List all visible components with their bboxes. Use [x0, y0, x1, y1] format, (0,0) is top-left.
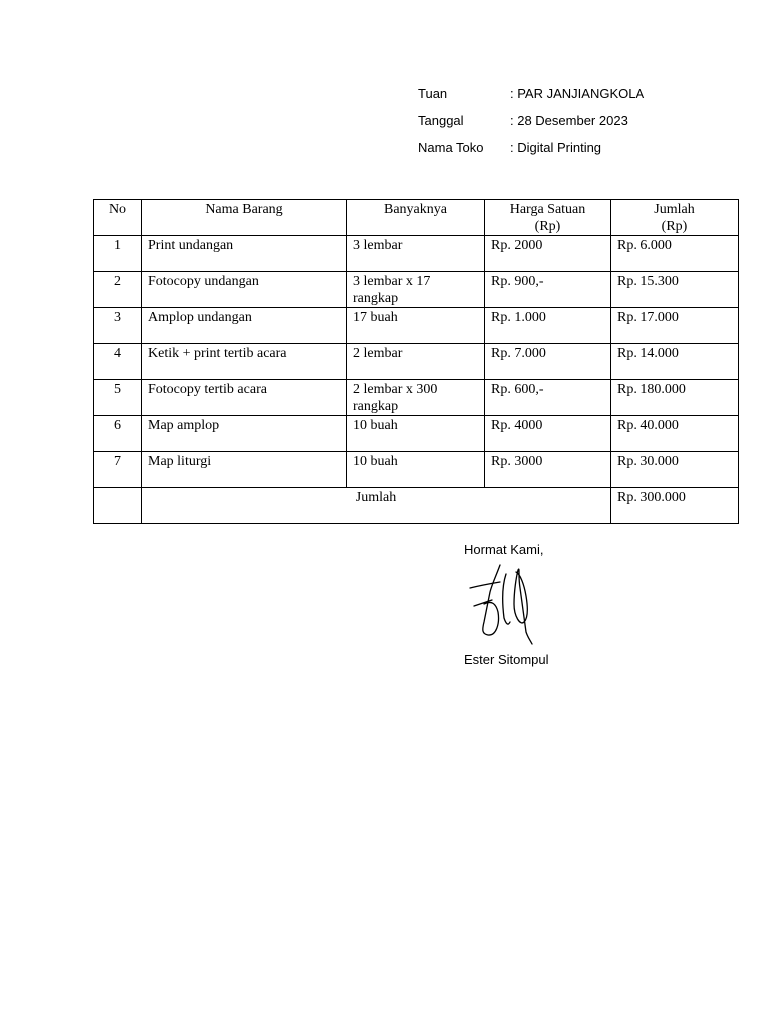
row-item-name: Amplop undangan	[142, 308, 347, 344]
closing-greeting: Hormat Kami,	[464, 542, 544, 557]
shop-value: : Digital Printing	[510, 140, 602, 155]
table-row	[94, 344, 739, 380]
table-row	[94, 380, 739, 416]
row-total: Rp. 40.000	[611, 416, 739, 452]
row-unit-price: Rp. 4000	[485, 416, 611, 452]
header-unit-price-line2: (Rp)	[534, 219, 561, 234]
header-total-line2: (Rp)	[661, 219, 688, 234]
header-quantity: Banyaknya	[347, 200, 485, 236]
row-quantity: 3 lembar	[347, 236, 485, 272]
shop-label: Nama Toko	[418, 140, 484, 155]
row-quantity: 10 buah	[347, 416, 485, 452]
header-total-line1: Jumlah	[654, 202, 695, 217]
header-total	[611, 200, 739, 236]
table-header-row	[94, 200, 739, 236]
row-no: 4	[94, 344, 142, 380]
table-row	[94, 272, 739, 308]
signer-name: Ester Sitompul	[464, 652, 549, 667]
summary-empty-cell	[94, 488, 142, 524]
row-total: Rp. 6.000	[611, 236, 739, 272]
row-quantity: 17 buah	[347, 308, 485, 344]
summary-label: Jumlah	[142, 488, 611, 524]
row-no: 6	[94, 416, 142, 452]
header-unit-price	[485, 200, 611, 236]
recipient-label: Tuan	[418, 86, 448, 101]
table-row	[94, 308, 739, 344]
header-item-name: Nama Barang	[142, 200, 347, 236]
row-item-name: Fotocopy tertib acara	[142, 380, 347, 416]
row-unit-price: Rp. 600,-	[485, 380, 611, 416]
row-unit-price: Rp. 2000	[485, 236, 611, 272]
row-quantity: 2 lembar x 300 rangkap	[347, 380, 485, 416]
header-unit-price-line1: Harga Satuan	[509, 202, 586, 217]
row-unit-price: Rp. 7.000	[485, 344, 611, 380]
row-item-name: Map liturgi	[142, 452, 347, 488]
row-no: 1	[94, 236, 142, 272]
row-quantity: 3 lembar x 17 rangkap	[347, 272, 485, 308]
invoice-table	[93, 199, 739, 524]
row-unit-price: Rp. 1.000	[485, 308, 611, 344]
table-row	[94, 236, 739, 272]
row-no: 3	[94, 308, 142, 344]
row-item-name: Print undangan	[142, 236, 347, 272]
header-no: No	[94, 200, 142, 236]
summary-total: Rp. 300.000	[611, 488, 739, 524]
row-unit-price: Rp. 900,-	[485, 272, 611, 308]
row-total: Rp. 180.000	[611, 380, 739, 416]
row-quantity: 10 buah	[347, 452, 485, 488]
row-unit-price: Rp. 3000	[485, 452, 611, 488]
date-value: : 28 Desember 2023	[510, 113, 628, 128]
row-item-name: Fotocopy undangan	[142, 272, 347, 308]
row-quantity: 2 lembar	[347, 344, 485, 380]
date-label: Tanggal	[418, 113, 464, 128]
row-no: 7	[94, 452, 142, 488]
summary-row	[94, 488, 739, 524]
row-no: 5	[94, 380, 142, 416]
recipient-value: : PAR JANJIANGKOLA	[510, 86, 645, 101]
row-item-name: Map amplop	[142, 416, 347, 452]
table-row	[94, 452, 739, 488]
table-row	[94, 416, 739, 452]
signature-image	[462, 562, 542, 648]
row-no: 2	[94, 272, 142, 308]
row-item-name: Ketik + print tertib acara	[142, 344, 347, 380]
row-total: Rp. 17.000	[611, 308, 739, 344]
row-total: Rp. 30.000	[611, 452, 739, 488]
row-total: Rp. 14.000	[611, 344, 739, 380]
row-total: Rp. 15.300	[611, 272, 739, 308]
